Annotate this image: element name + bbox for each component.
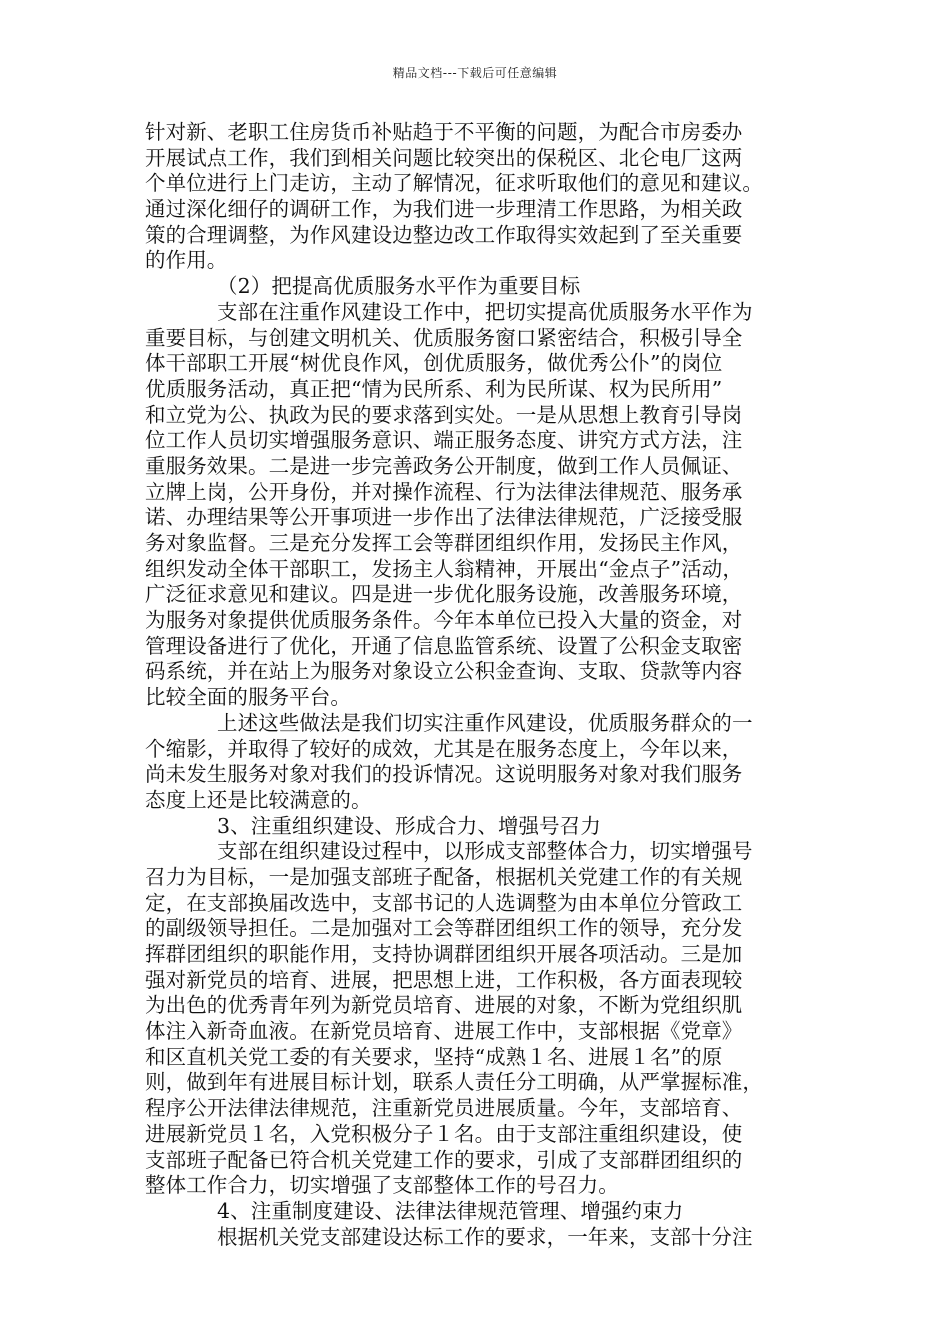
text-line: 4、注重制度建设、法律法律规范管理、增强约束力 (217, 1198, 684, 1223)
text-line: 开展试点工作，我们到相关问题比较突出的保税区、北仑电厂这两 (145, 145, 743, 170)
text-line: 支部班子配备已符合机关党建工作的要求，引成了支部群团组织的 (145, 1147, 743, 1172)
text-line: 立牌上岗，公开身份，并对操作流程、行为法律法律规范、服务承 (145, 479, 743, 504)
text-line: 支部在注重作风建设工作中，把切实提高优质服务水平作为 (217, 299, 753, 324)
text-line: 根据机关党支部建设达标工作的要求，一年来，支部十分注 (217, 1224, 753, 1249)
text-line: 强对新党员的培育、进展，把思想上进，工作积极，各方面表现较 (145, 967, 743, 992)
text-line: 为出色的优秀青年列为新党员培育、进展的对象，不断为党组织肌 (145, 993, 743, 1018)
text-line: 召力为目标，一是加强支部班子配备，根据机关党建工作的有关规 (145, 864, 743, 889)
text-line: 尚未发生服务对象对我们的投诉情况。这说明服务对象对我们服务 (145, 762, 743, 787)
text-line: 位工作人员切实增强服务意识、端正服务态度、讲究方式方法，注 (145, 428, 743, 453)
text-line: 重要目标，与创建文明机关、优质服务窗口紧密结合，积极引导全 (145, 325, 743, 350)
text-line: 挥群团组织的职能作用，支持协调群团组织开展各项活动。三是加 (145, 942, 743, 966)
text-line: 重服务效果。二是进一步完善政务公开制度，做到工作人员佩证、 (145, 453, 743, 478)
page-header: 精品文档---下载后可任意编辑 (392, 66, 558, 80)
text-line: 针对新、老职工住房货币补贴趋于不平衡的问题，为配合市房委办 (145, 120, 743, 144)
text-line: 为服务对象提供优质服务条件。今年本单位已投入大量的资金，对 (145, 608, 743, 633)
text-line: 定，在支部换届改选中，支部书记的人选调整为由本单位分管政工 (145, 890, 743, 915)
text-line: 广泛征求意见和建议。四是进一步优化服务设施，改善服务环境， (145, 582, 743, 607)
text-line: 体注入新奇血液。在新党员培育、进展工作中，支部根据《党章》 (145, 1019, 743, 1044)
text-line: 诺、办理结果等公开事项进一步作出了法律法律规范，广泛接受服 (145, 505, 743, 530)
text-line: 码系统，并在站上为服务对象设立公积金查询、支取、贷款等内容 (145, 659, 743, 684)
text-line: （2）把提高优质服务水平作为重要目标 (217, 274, 581, 299)
text-line: 务对象监督。三是充分发挥工会等群团组织作用，发扬民主作风， (145, 531, 743, 555)
text-line: 组织发动全体干部职工，发扬主人翁精神，开展出“金点子”活动， (145, 556, 743, 581)
text-line: 进展新党员１名，入党积极分子１名。由于支部注重组织建设，使 (145, 1121, 743, 1146)
text-line: 体干部职工开展“树优良作风，创优质服务，做优秀公仆”的岗位 (145, 351, 723, 376)
text-line: 上述这些做法是我们切实注重作风建设，优质服务群众的一 (217, 710, 753, 735)
text-line: 的作用。 (145, 248, 228, 273)
text-line: 的副级领导担任。二是加强对工会等群团组织工作的领导，充分发 (145, 916, 743, 941)
text-line: 态度上还是比较满意的。 (145, 787, 372, 812)
text-line: 3、注重组织建设、形成合力、增强号召力 (217, 813, 601, 838)
text-line: 管理设备进行了优化，开通了信息监管系统、设置了公积金支取密 (145, 633, 743, 658)
text-line: 个缩影，并取得了较好的成效，尤其是在服务态度上，今年以来， (145, 736, 743, 761)
text-line: 个单位进行上门走访，主动了解情况，征求听取他们的意见和建议。 (145, 171, 763, 196)
text-line: 程序公开法律法律规范，注重新党员进展质量。今年，支部培育、 (145, 1096, 743, 1121)
text-line: 整体工作合力，切实增强了支部整体工作的号召力。 (145, 1173, 619, 1198)
text-line: 和立党为公、执政为民的要求落到实处。一是从思想上教育引导岗 (145, 402, 743, 427)
text-line: 支部在组织建设过程中，以形成支部整体合力，切实增强号 (217, 839, 753, 864)
text-line: 通过深化细仔的调研工作，为我们进一步理清工作思路，为相关政 (145, 197, 743, 222)
document-body (145, 120, 815, 1250)
text-line: 和区直机关党工委的有关要求，坚持“成熟１名、进展１名”的原 (145, 1044, 723, 1069)
text-line: 优质服务活动，真正把“情为民所系、利为民所谋、权为民所用” (145, 376, 723, 401)
text-line: 则，做到年有进展目标计划，联系人责任分工明确，从严掌握标准， (145, 1070, 763, 1095)
text-line: 策的合理调整，为作风建设边整边改工作取得实效起到了至关重要 (145, 222, 743, 247)
text-line: 比较全面的服务平台。 (145, 685, 351, 710)
